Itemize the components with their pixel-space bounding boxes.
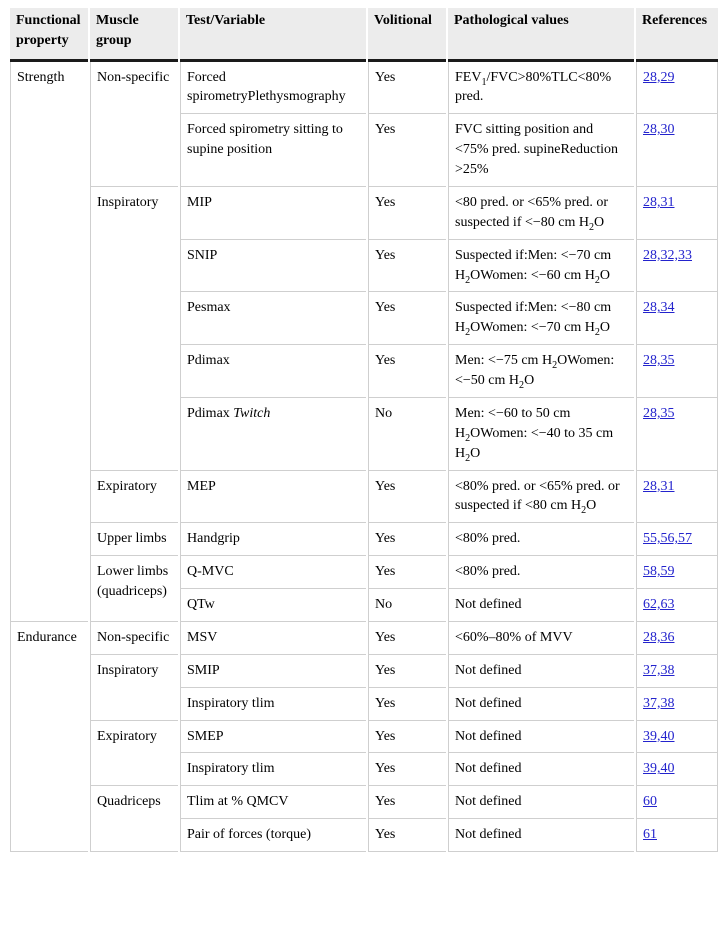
muscle-group-cell: Expiratory xyxy=(90,470,178,523)
test-variable-cell: Handgrip xyxy=(180,522,366,555)
volitional-cell: Yes xyxy=(368,291,446,344)
table-row xyxy=(10,621,718,654)
references-cell xyxy=(636,522,718,555)
functional-property-cell: Endurance xyxy=(10,621,88,852)
reference-link[interactable]: 28,30 xyxy=(643,122,675,138)
references-cell xyxy=(636,752,718,785)
test-variable-cell: MIP xyxy=(180,186,366,239)
volitional-cell: Yes xyxy=(368,239,446,292)
volitional-cell: Yes xyxy=(368,522,446,555)
table-row xyxy=(10,62,718,114)
table-row xyxy=(10,720,718,753)
muscle-group-cell: Quadriceps xyxy=(90,785,178,852)
test-variable-cell: SNIP xyxy=(180,239,366,292)
test-variable-cell: Tlim at % QMCV xyxy=(180,785,366,818)
test-variable-cell: Pdimax xyxy=(180,344,366,397)
volitional-cell: Yes xyxy=(368,752,446,785)
pathological-values-cell: Not defined xyxy=(448,785,634,818)
muscle-tests-table xyxy=(8,8,720,852)
muscle-group-cell: Non-specific xyxy=(90,62,178,186)
muscle-group-cell: Non-specific xyxy=(90,621,178,654)
pathological-values-cell: Men: <−75 cm $H_2OWomen$: <−50 cm $H_2O$ xyxy=(448,344,634,397)
reference-link[interactable]: 28,35 xyxy=(643,405,675,421)
test-variable-cell: MSV xyxy=(180,621,366,654)
reference-link[interactable]: 37,38 xyxy=(643,695,675,711)
reference-link[interactable]: 61 xyxy=(643,827,657,843)
references-cell xyxy=(636,654,718,687)
references-cell xyxy=(636,113,718,186)
reference-link[interactable]: 28,29 xyxy=(643,69,675,85)
table-row xyxy=(10,186,718,239)
pathological-values-cell: Suspected if:Men: <−80 cm $H_2OWomen$: <−70 cm $H_2O$ xyxy=(448,291,634,344)
test-variable-cell: QTw xyxy=(180,588,366,621)
pathological-values-cell: Not defined xyxy=(448,752,634,785)
test-variable-cell: Pair of forces (torque) xyxy=(180,818,366,852)
pathological-values-cell: FVC sitting position and <75% pred. supineReduction >25% xyxy=(448,113,634,186)
muscle-group-cell: Upper limbs xyxy=(90,522,178,555)
test-variable-cell: SMEP xyxy=(180,720,366,753)
reference-link[interactable]: 58,59 xyxy=(643,564,675,580)
volitional-cell: Yes xyxy=(368,818,446,852)
references-cell xyxy=(636,291,718,344)
table-body xyxy=(10,62,718,853)
references-cell xyxy=(636,344,718,397)
pathological-values-cell: Not defined xyxy=(448,720,634,753)
test-variable-cell: Inspiratory tlim xyxy=(180,752,366,785)
reference-link[interactable]: 39,40 xyxy=(643,728,675,744)
volitional-cell: Yes xyxy=(368,654,446,687)
test-variable-cell: Q-MVC xyxy=(180,555,366,588)
references-cell xyxy=(636,720,718,753)
col-header-muscle-group: Muscle group xyxy=(90,8,178,62)
muscle-group-cell: Lower limbs (quadriceps) xyxy=(90,555,178,621)
references-cell xyxy=(636,470,718,523)
reference-link[interactable]: 28,34 xyxy=(643,300,675,316)
test-variable-cell: Forced spirometryPlethysmography xyxy=(180,62,366,114)
table-row xyxy=(10,654,718,687)
pathological-values-cell: <60%–80% of MVV xyxy=(448,621,634,654)
test-variable-cell: Pesmax xyxy=(180,291,366,344)
functional-property-cell: Strength xyxy=(10,62,88,621)
test-variable-cell: Forced spirometry sitting to supine position xyxy=(180,113,366,186)
reference-link[interactable]: 28,36 xyxy=(643,629,675,645)
pathological-values-cell: Men: <−60 to 50 cm $H_2OWomen$: <−40 to 35 cm $H_2O$ xyxy=(448,397,634,470)
muscle-group-cell: Expiratory xyxy=(90,720,178,786)
test-variable-cell: SMIP xyxy=(180,654,366,687)
table-header xyxy=(10,8,718,62)
muscle-group-cell: Inspiratory xyxy=(90,186,178,470)
reference-link[interactable]: 37,38 xyxy=(643,662,675,678)
references-cell xyxy=(636,555,718,588)
reference-link[interactable]: 28,32,33 xyxy=(643,247,692,263)
references-cell xyxy=(636,818,718,852)
table-row xyxy=(10,522,718,555)
references-cell xyxy=(636,588,718,621)
volitional-cell: Yes xyxy=(368,621,446,654)
pathological-values-cell: <80 pred. or <65% pred. or suspected if <−80 cm $H_2O$ xyxy=(448,186,634,239)
col-header-references: References xyxy=(636,8,718,62)
reference-link[interactable]: 55,56,57 xyxy=(643,531,692,547)
references-cell xyxy=(636,621,718,654)
table-row xyxy=(10,555,718,588)
pathological-values-cell: <80% pred. xyxy=(448,555,634,588)
reference-link[interactable]: 60 xyxy=(643,794,657,810)
col-header-pathological-values: Pathological values xyxy=(448,8,634,62)
volitional-cell: Yes xyxy=(368,720,446,753)
reference-link[interactable]: 28,31 xyxy=(643,478,675,494)
reference-link[interactable]: 62,63 xyxy=(643,597,675,613)
volitional-cell: Yes xyxy=(368,113,446,186)
pathological-values-cell: Suspected if:Men: <−70 cm $H_2OWomen$: <−60 cm $H_2O$ xyxy=(448,239,634,292)
volitional-cell: No xyxy=(368,588,446,621)
pathological-values-cell: Not defined xyxy=(448,588,634,621)
volitional-cell: No xyxy=(368,397,446,470)
references-cell xyxy=(636,785,718,818)
col-header-functional-property: Functional property xyxy=(10,8,88,62)
pathological-values-cell: <80% pred. xyxy=(448,522,634,555)
col-header-volitional: Volitional xyxy=(368,8,446,62)
references-cell xyxy=(636,186,718,239)
volitional-cell: Yes xyxy=(368,470,446,523)
references-cell xyxy=(636,397,718,470)
reference-link[interactable]: 28,31 xyxy=(643,194,675,210)
table-row xyxy=(10,470,718,523)
test-variable-cell: MEP xyxy=(180,470,366,523)
volitional-cell: Yes xyxy=(368,687,446,720)
volitional-cell: Yes xyxy=(368,186,446,239)
test-variable-cell: Inspiratory tlim xyxy=(180,687,366,720)
test-variable-cell: Pdimax Twitch xyxy=(180,397,366,470)
volitional-cell: Yes xyxy=(368,62,446,114)
reference-link[interactable]: 39,40 xyxy=(643,761,675,777)
pathological-values-cell: Not defined xyxy=(448,687,634,720)
volitional-cell: Yes xyxy=(368,785,446,818)
header-row xyxy=(10,8,718,62)
table-row xyxy=(10,785,718,818)
references-cell xyxy=(636,687,718,720)
col-header-test-variable: Test/Variable xyxy=(180,8,366,62)
pathological-values-cell: $FEV_1/FVC>80\%TLC<80\%$ pred. xyxy=(448,62,634,114)
pathological-values-cell: Not defined xyxy=(448,654,634,687)
volitional-cell: Yes xyxy=(368,555,446,588)
volitional-cell: Yes xyxy=(368,344,446,397)
references-cell xyxy=(636,239,718,292)
references-cell xyxy=(636,62,718,114)
muscle-group-cell: Inspiratory xyxy=(90,654,178,720)
pathological-values-cell: Not defined xyxy=(448,818,634,852)
pathological-values-cell: <80% pred. or <65% pred. or suspected if <80 cm $H_2O$ xyxy=(448,470,634,523)
reference-link[interactable]: 28,35 xyxy=(643,353,675,369)
